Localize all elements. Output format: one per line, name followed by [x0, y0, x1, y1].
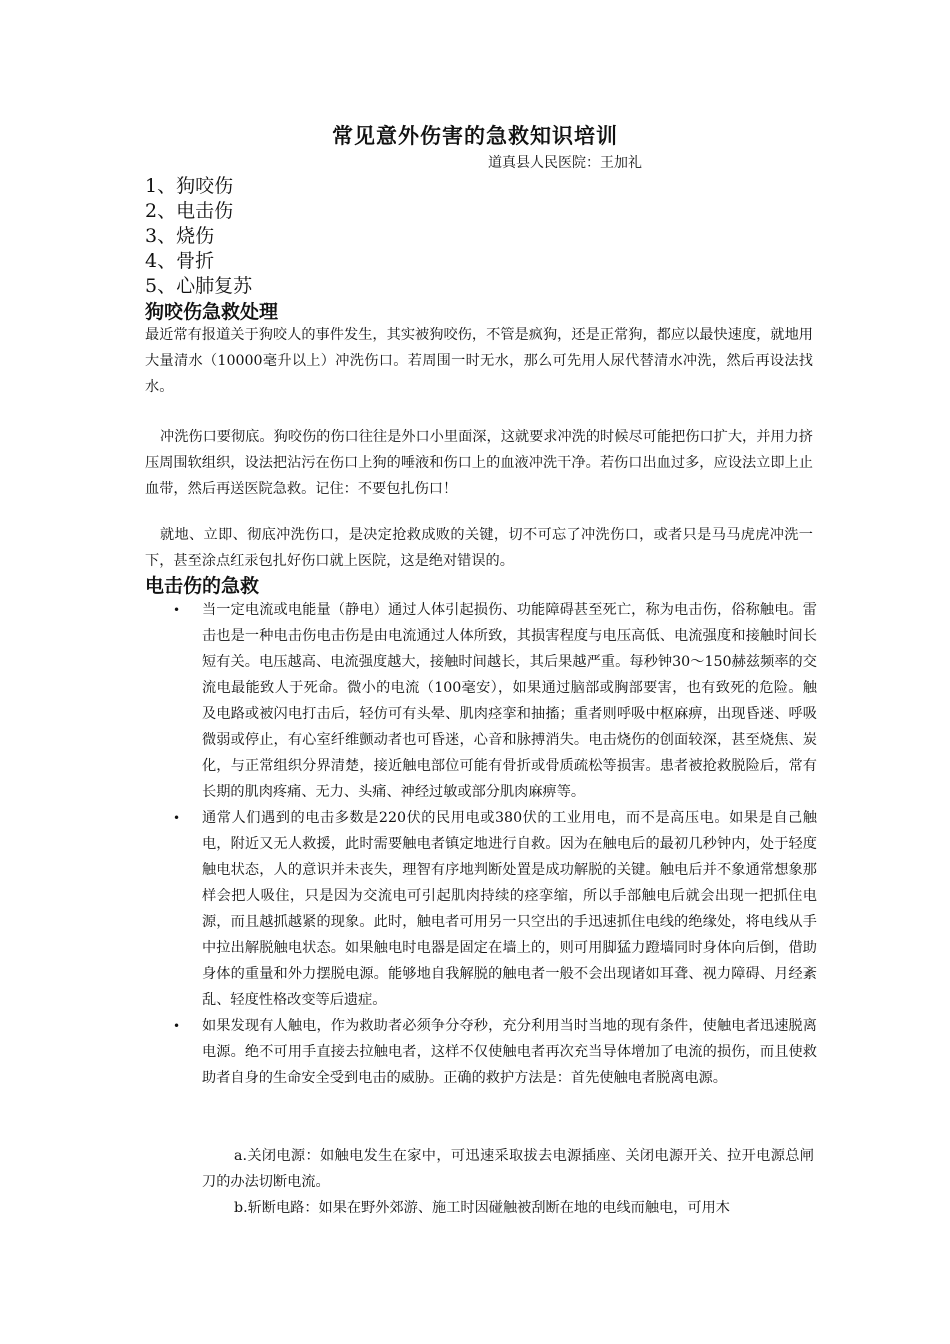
sub-paragraph-a: a.关闭电源：如触电发生在家中，可迅速采取拔去电源插座、关闭电源开关、拉开电源总闸刀的办法切断电流。 — [202, 1148, 814, 1190]
bullet-icon: • — [173, 603, 181, 617]
bullet-item — [145, 597, 817, 805]
bullet-text: 当一定电流或电能量（静电）通过人体引起损伤、功能障碍甚至死亡，称为电击伤，俗称触电。雷击也是一种电击伤电击伤是由电流通过人体所致，其损害程度与电压高低、电流强度和接触时间长短有关。电压越高、电流强度越大，接触时间越长，其后果越严重。每秒钟30～150赫兹频率的交流电最能致人于死命。微小的电流（100毫安），如果通过脑部或胸部要害，也有致死的危险。触及电路或被闪电打击后，轻仿可有头晕、肌肉痉挛和抽搐；重者则呼吸中枢麻痹，出现昏迷、呼吸微弱或停止，有心室纤维颤动者也可昏迷，心音和脉搏消失。电击烧伤的创面较深，甚至烧焦、炭化，与正常组织分界清楚，接近触电部位可能有骨折或骨质疏松等损害。患者被抢救脱险后，常有长期的肌肉疼痛、无力、头痛、神经过敏或部分肌肉麻痹等。 — [202, 602, 817, 800]
bullet-item — [145, 805, 817, 1013]
document-author: 道真县人民医院：王加礼 — [488, 155, 642, 171]
paragraph: 就地、立即、彻底冲洗伤口，是决定抢救成败的关键，切不可忘了冲洗伤口，或者只是马马虎虎冲洗一下，甚至涂点红汞包扎好伤口就上医院，这是绝对错误的。 — [145, 527, 813, 569]
document-title: 常见意外伤害的急救知识培训 — [332, 123, 618, 148]
toc-item: 1、狗咬伤 — [145, 175, 234, 197]
paragraph: 最近常有报道关于狗咬人的事件发生，其实被狗咬伤，不管是疯狗，还是正常狗，都应以最快速度，就地用大量清水（10000毫升以上）冲洗伤口。若周围一时无水，那么可先用人尿代替清水冲洗，然后再设法找水。 — [145, 327, 813, 395]
section-heading-electric-shock: 电击伤的急救 — [145, 575, 260, 597]
toc-item: 4、骨折 — [145, 250, 215, 272]
bullet-icon: • — [173, 1019, 181, 1033]
bullet-icon: • — [173, 811, 181, 825]
section-heading-dog-bite: 狗咬伤急救处理 — [145, 301, 279, 323]
sub-paragraph-b: b.斩断电路：如果在野外郊游、施工时因碰触被刮断在地的电线而触电，可用木 — [234, 1200, 730, 1216]
bullet-text: 如果发现有人触电，作为救助者必须争分夺秒，充分利用当时当地的现有条件，使触电者迅速脱离电源。绝不可用手直接去拉触电者，这样不仅使触电者再次充当导体增加了电流的损伤，而且使救助者自身的生命安全受到电击的威胁。正确的救护方法是：首先使触电者脱离电源。 — [202, 1018, 817, 1086]
toc-item: 2、电击伤 — [145, 200, 234, 222]
toc-item: 5、心肺复苏 — [145, 275, 253, 297]
paragraph: 冲洗伤口要彻底。狗咬伤的伤口往往是外口小里面深，这就要求冲洗的时候尽可能把伤口扩大，并用力挤压周围软组织，设法把沾污在伤口上狗的唾液和伤口上的血液冲洗干净。若伤口出血过多，应设法立即上止血带，然后再送医院急救。记住：不要包扎伤口！ — [145, 429, 813, 497]
toc-item: 3、烧伤 — [145, 225, 215, 247]
bullet-text: 通常人们遇到的电击多数是220伏的民用电或380伏的工业用电，而不是高压电。如果是自己触电，附近又无人救援，此时需要触电者镇定地进行自救。因为在触电后的最初几秒钟内，处于轻度触电状态，人的意识并未丧失，理智有序地判断处置是成功解脱的关键。触电后并不象通常想象那样会把人吸住，只是因为交流电可引起肌肉持续的痉挛缩，所以手部触电后就会出现一把抓住电源，而且越抓越紧的现象。此时，触电者可用另一只空出的手迅速抓住电线的绝缘处，将电线从手中拉出解脱触电状态。如果触电时电器是固定在墙上的，则可用脚猛力蹬墙同时身体向后倒，借助身体的重量和外力摆脱电源。能够地自我解脱的触电者一般不会出现诸如耳聋、视力障碍、月经紊乱、轻度性格改变等后遗症。 — [202, 810, 817, 1008]
bullet-list — [145, 597, 817, 1091]
bullet-item — [145, 1013, 817, 1091]
table-of-contents — [145, 174, 252, 299]
